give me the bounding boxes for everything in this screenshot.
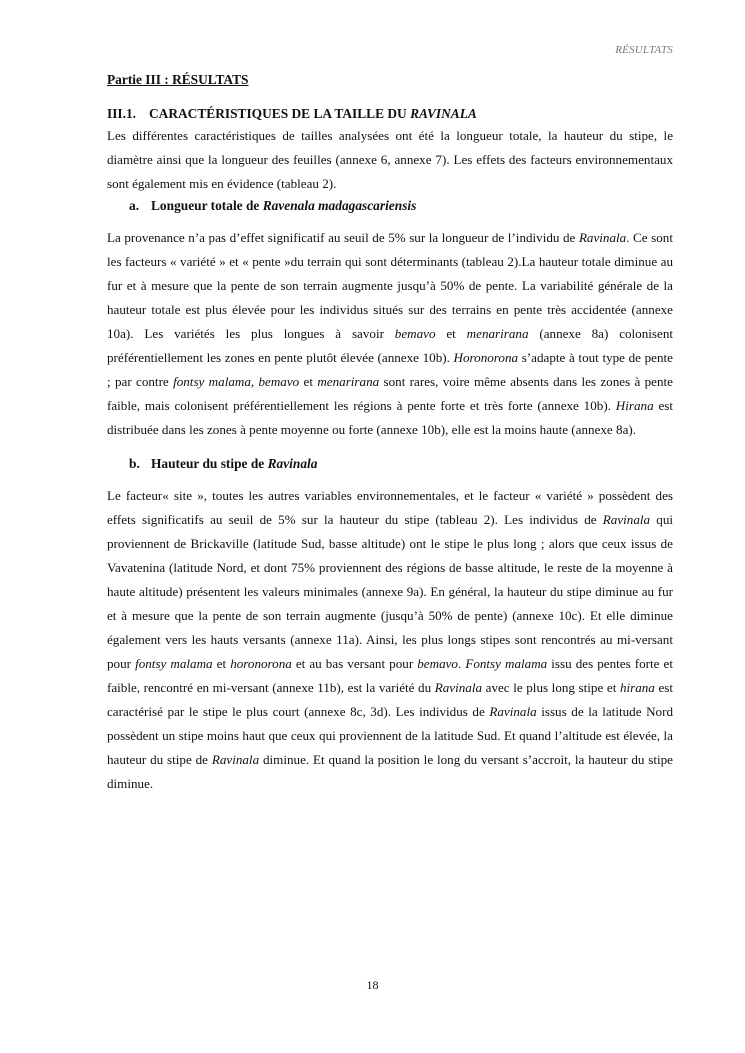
- subsection-a-title-italic: Ravenala madagascariensis: [262, 198, 417, 213]
- section-title-italic: RAVINALA: [410, 106, 477, 121]
- italic-term: Fontsy malama: [465, 656, 548, 671]
- italic-term: horonorona: [230, 656, 292, 671]
- text-run: (annexe 8a) colonisent préférentiellement les zones en pente plutôt élevée (annexe 10b).: [107, 326, 674, 365]
- section-intro-paragraph: Les différentes caractéristiques de tailles analysées ont été la longueur totale, la hauteur du stipe, le diamètre ainsi que la longueur des feuilles (annexe 6, annexe 7). Les effets des facteurs environnementaux sont également mis en évidence (tableau 2).: [107, 128, 673, 191]
- italic-term: Ravinala: [434, 680, 483, 695]
- page-content: [107, 70, 673, 796]
- text-run: . Ce sont les facteurs « variété » et « pente »du terrain qui sont déterminants (tableau 2).La hauteur totale diminue au fur et à mesure que la pente de son terrain augmente jusqu’à 50% de pente. La variabilité générale de la hauteur totale est plus élevée pour les individus situés sur des terrains en pente très accidentée (annexe 10a). Les variétés les plus longues à savoir: [107, 230, 673, 341]
- text-run: et: [299, 374, 318, 389]
- text-run: sont rares, voire même absents dans les zones à pente faible, mais colonisent préférentiellement les régions à pente forte et très forte (annexe 10b).: [107, 374, 673, 413]
- italic-term: Ravinala: [578, 230, 627, 245]
- subsection-a-heading: [129, 196, 673, 216]
- italic-term: Ravinala: [211, 752, 260, 767]
- text-run: et au bas versant pour: [291, 656, 418, 671]
- subsection-b-heading: [129, 454, 673, 474]
- text-run: diminue. Et quand la position le long du versant s’accroit, la hauteur du stipe diminue.: [107, 752, 673, 791]
- text-run: s’adapte à tout type de pente ; par contre: [107, 350, 673, 389]
- text-run: Le facteur« site », toutes les autres variables environnementales, et le facteur « variété » possèdent des effets significatifs au seuil de 5% sur la hauteur du stipe (tableau 2). Les individus de: [107, 488, 673, 527]
- subsection-b-title-text: Hauteur du stipe de: [151, 456, 268, 471]
- page-number: 18: [366, 978, 379, 992]
- text-run: avec le plus long stipe et: [482, 680, 620, 695]
- text-run: est caractérisé par le stipe le plus court (annexe 8c, 3d). Les individus de: [107, 680, 674, 719]
- italic-term: fontsy malama: [135, 656, 213, 671]
- italic-term: Ravinala: [489, 704, 537, 719]
- section-heading: [107, 104, 673, 124]
- spacer: [107, 216, 673, 226]
- section-title-text: CARACTÉRISTIQUES DE LA TAILLE DU: [149, 106, 411, 121]
- part-title: Partie III : RÉSULTATS: [107, 72, 249, 87]
- text-run: et: [435, 326, 467, 341]
- text-run: et: [212, 656, 231, 671]
- section-number: III.1.: [107, 106, 137, 121]
- running-header: RÉSULTATS: [615, 44, 673, 56]
- subsection-a-letter: a.: [129, 198, 140, 213]
- subsection-b-letter: b.: [129, 456, 140, 471]
- subsection-b-title-italic: Ravinala: [267, 456, 318, 471]
- text-run: est distribuée dans les zones à pente moyenne ou forte (annexe 10b), elle est la moins haute (annexe 8a).: [107, 398, 673, 437]
- subsection-a-paragraph: [107, 226, 673, 442]
- subsection-b-paragraph: [107, 484, 673, 796]
- text-run: La provenance n’a pas d’effet significatif au seuil de 5% sur la longueur de l’individu de: [107, 230, 579, 245]
- italic-term: bemavo: [417, 656, 458, 671]
- italic-term: bemavo: [394, 326, 436, 341]
- italic-term: Hirana: [615, 398, 654, 413]
- italic-term: Ravinala: [602, 512, 651, 527]
- italic-term: Horonorona: [453, 350, 519, 365]
- text-run: qui proviennent de Brickaville (latitude Sud, basse altitude) ont le stipe le plus long ; alors que ceux issus de Vavatenina (latitude Nord, et dont 75% proviennent des régions de basse altitude, le reste de la moyenne à haute altitude) présentent les valeurs minimales (annexe 9a). En général, la hauteur du stipe diminue au fur et à mesure que la pente de son terrain augmente (jusqu’à 50% de pente) (annexe 10c). Et elle diminue également vers les hauts versants (annexe 11a). Ainsi, les plus longs stipes sont rencontrés au mi-versant pour: [107, 512, 674, 671]
- italic-term: hirana: [619, 680, 655, 695]
- italic-term: menarirana: [317, 374, 380, 389]
- subsection-a-title-text: Longueur totale de: [151, 198, 263, 213]
- text-run: issu des pentes forte et faible, rencontré en mi-versant (annexe 11b), est la variété du: [107, 656, 673, 695]
- text-run: issus de la latitude Nord possèdent un stipe moins haut que ceux qui proviennent de la latitude Sud. Et quand l’altitude est élevée, la hauteur du stipe de: [107, 704, 673, 767]
- italic-term: menarirana: [466, 326, 529, 341]
- spacer: [107, 442, 673, 454]
- text-run: .: [457, 656, 466, 671]
- spacer: [107, 474, 673, 484]
- italic-term: fontsy malama, bemavo: [173, 374, 300, 389]
